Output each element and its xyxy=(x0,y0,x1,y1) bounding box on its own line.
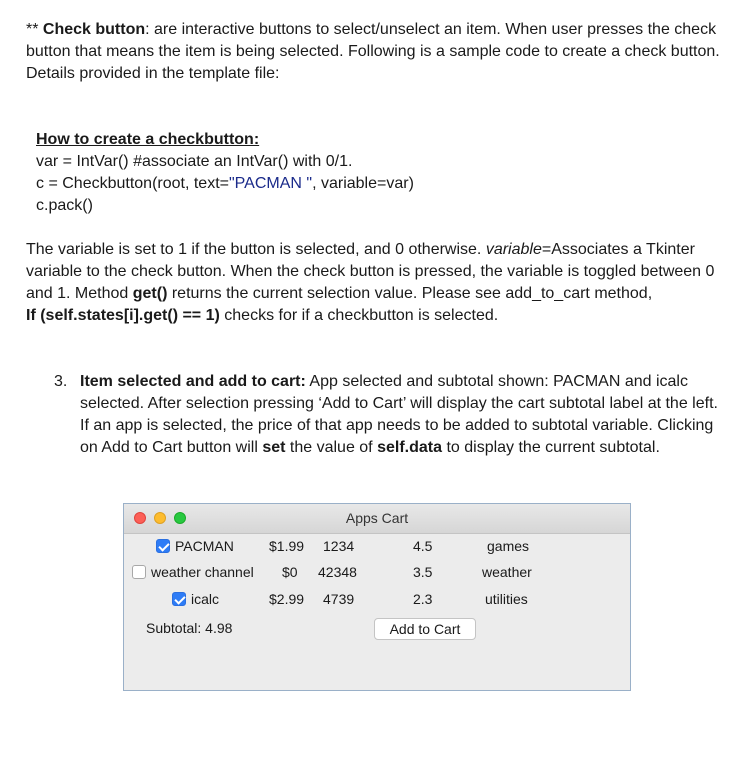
code-heading: How to create a checkbutton: xyxy=(36,131,260,148)
app-price: $0 xyxy=(282,564,298,580)
window-titlebar xyxy=(124,504,630,534)
app-name: icalc xyxy=(191,591,220,607)
app-category: utilities xyxy=(485,591,528,607)
app-id: 4739 xyxy=(323,591,355,607)
code-line-1: var = IntVar() #associate an IntVar() with 0/1. xyxy=(36,153,353,170)
app-rating: 3.5 xyxy=(413,564,433,580)
add-to-cart-button[interactable]: Add to Cart xyxy=(374,618,476,640)
window-title: Apps Cart xyxy=(345,510,409,526)
app-price: $1.99 xyxy=(269,538,305,554)
app-price: $2.99 xyxy=(269,591,305,607)
app-id: 42348 xyxy=(318,564,357,580)
list-number: 3. xyxy=(54,373,68,390)
icalc-checkbox[interactable] xyxy=(172,592,186,606)
intro-paragraph xyxy=(26,19,738,85)
weather-channel-checkbox[interactable] xyxy=(132,565,146,579)
intro-text: : are interactive buttons to select/unselect an item. When user presses the check button that means the item is being selected. Following is a sample code to create a check button. Details provided in the template file: xyxy=(26,21,720,82)
intro-term: Check button xyxy=(42,21,146,38)
code-line-2: c = Checkbutton(root, text="PACMAN ", variable=var) xyxy=(36,175,414,192)
pacman-checkbox[interactable] xyxy=(156,539,170,553)
apps-cart-window xyxy=(123,503,631,691)
app-rating: 4.5 xyxy=(413,538,433,554)
app-id: 1234 xyxy=(323,538,355,554)
explain-paragraph: The variable is set to 1 if the button is selected, and 0 otherwise. variable=Associates a Tkinter variable to the check button. When the check button is pressed, the variable is toggled between 0 and 1. Method get() returns the current selection value. Please see add_to_cart method, If (self.states[i].get() == 1) checks for if a checkbutton is selected. xyxy=(26,241,715,324)
app-category: weather xyxy=(482,564,532,580)
subtotal-label: Subtotal: 4.98 xyxy=(146,620,233,636)
list-item-text: Item selected and add to cart: App selected and subtotal shown: PACMAN and icalc selected. After selection pressing ‘Add to Cart’ will display the cart subtotal label at the left. If an app is selected, the price of that app needs to be added to subtotal variable. Clicking on Add to Cart button will set the value of self.data to display the current subtotal. xyxy=(80,373,718,456)
app-name: weather channel xyxy=(151,564,254,580)
app-category: games xyxy=(487,538,530,554)
intro-prefix: ** xyxy=(26,21,43,38)
app-name: PACMAN xyxy=(175,538,234,554)
app-rating: 2.3 xyxy=(413,591,433,607)
code-line-3: c.pack() xyxy=(36,197,93,214)
code-sample xyxy=(36,129,414,217)
